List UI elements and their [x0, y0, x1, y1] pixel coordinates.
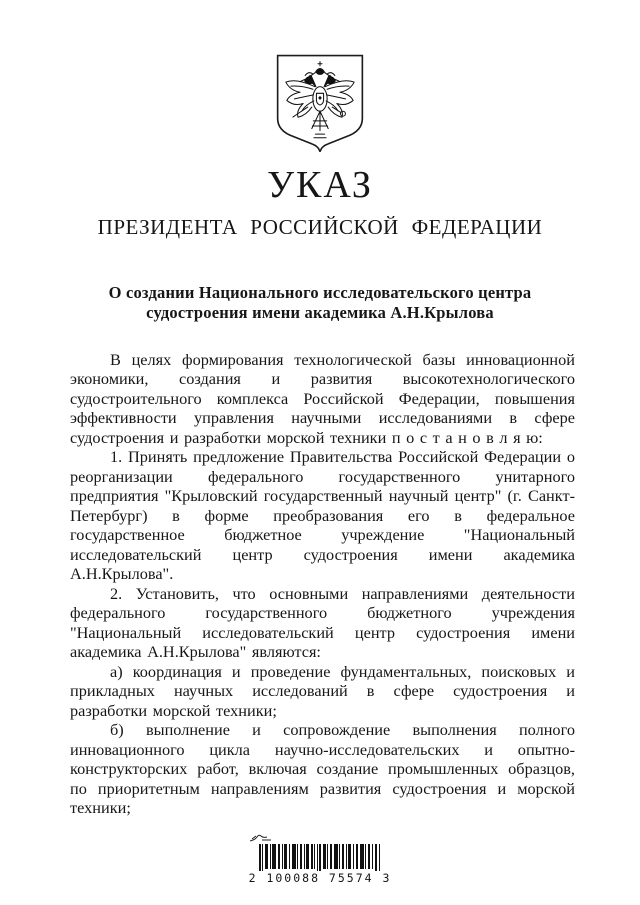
paragraph-item-1: 1. Принять предложение Правительства Российской Федерации о реорганизации федерального государственного унитарного предприятия "Крыловский государственный научный центр" (г. Санкт-Петербург) в форме преобразования его в федеральное государственное бюджетное учреждение "Национальный исследовательский центр судостроения имени академика А.Н.Крылова".	[70, 447, 575, 584]
stamp-mark-icon	[248, 833, 274, 843]
paragraph-preamble: В целях формирования технологической базы инновационной экономики, создания и развития высокотехнологического судостроительного комплекса Российской Федерации, повышения эффективности управления научными исследованиями в сфере судостроения и разработки морской техники п о с т а н о в л я ю:	[70, 349, 575, 447]
paragraph-item-2b: б) выполнение и сопровождение выполнения полного инновационного цикла научно-исследовательских и опытно-конструкторских работ, включая создание промышленных образцов, по приоритетным направлениям развития судостроения и морской техники;	[70, 720, 575, 818]
registration-barcode-block	[220, 833, 420, 885]
barcode-icon	[259, 844, 381, 871]
russia-coat-of-arms-icon	[276, 54, 364, 152]
decree-body	[70, 350, 575, 818]
decree-subject-heading	[70, 283, 570, 323]
decree-type-title: УКАЗ	[267, 164, 373, 206]
decree-issuer-title: ПРЕЗИДЕНТА РОССИЙСКОЙ ФЕДЕРАЦИИ	[97, 214, 543, 239]
decree-subject-line-1: О создании Национального исследовательского центра	[108, 282, 532, 302]
decree-subject-line-2: судостроения имени академика А.Н.Крылова	[146, 302, 494, 322]
paragraph-item-2a: а) координация и проведение фундаментальных, поисковых и прикладных научных исследований в сфере судостроения и разработки морской техники;	[70, 661, 575, 720]
barcode-digits: 2 100088 75574 3	[248, 871, 392, 885]
paragraph-item-2: 2. Установить, что основными направлениями деятельности федерального государственного бюджетного учреждения "Национальный исследовательский центр судостроения имени академика А.Н.Крылова" являются:	[70, 583, 575, 662]
